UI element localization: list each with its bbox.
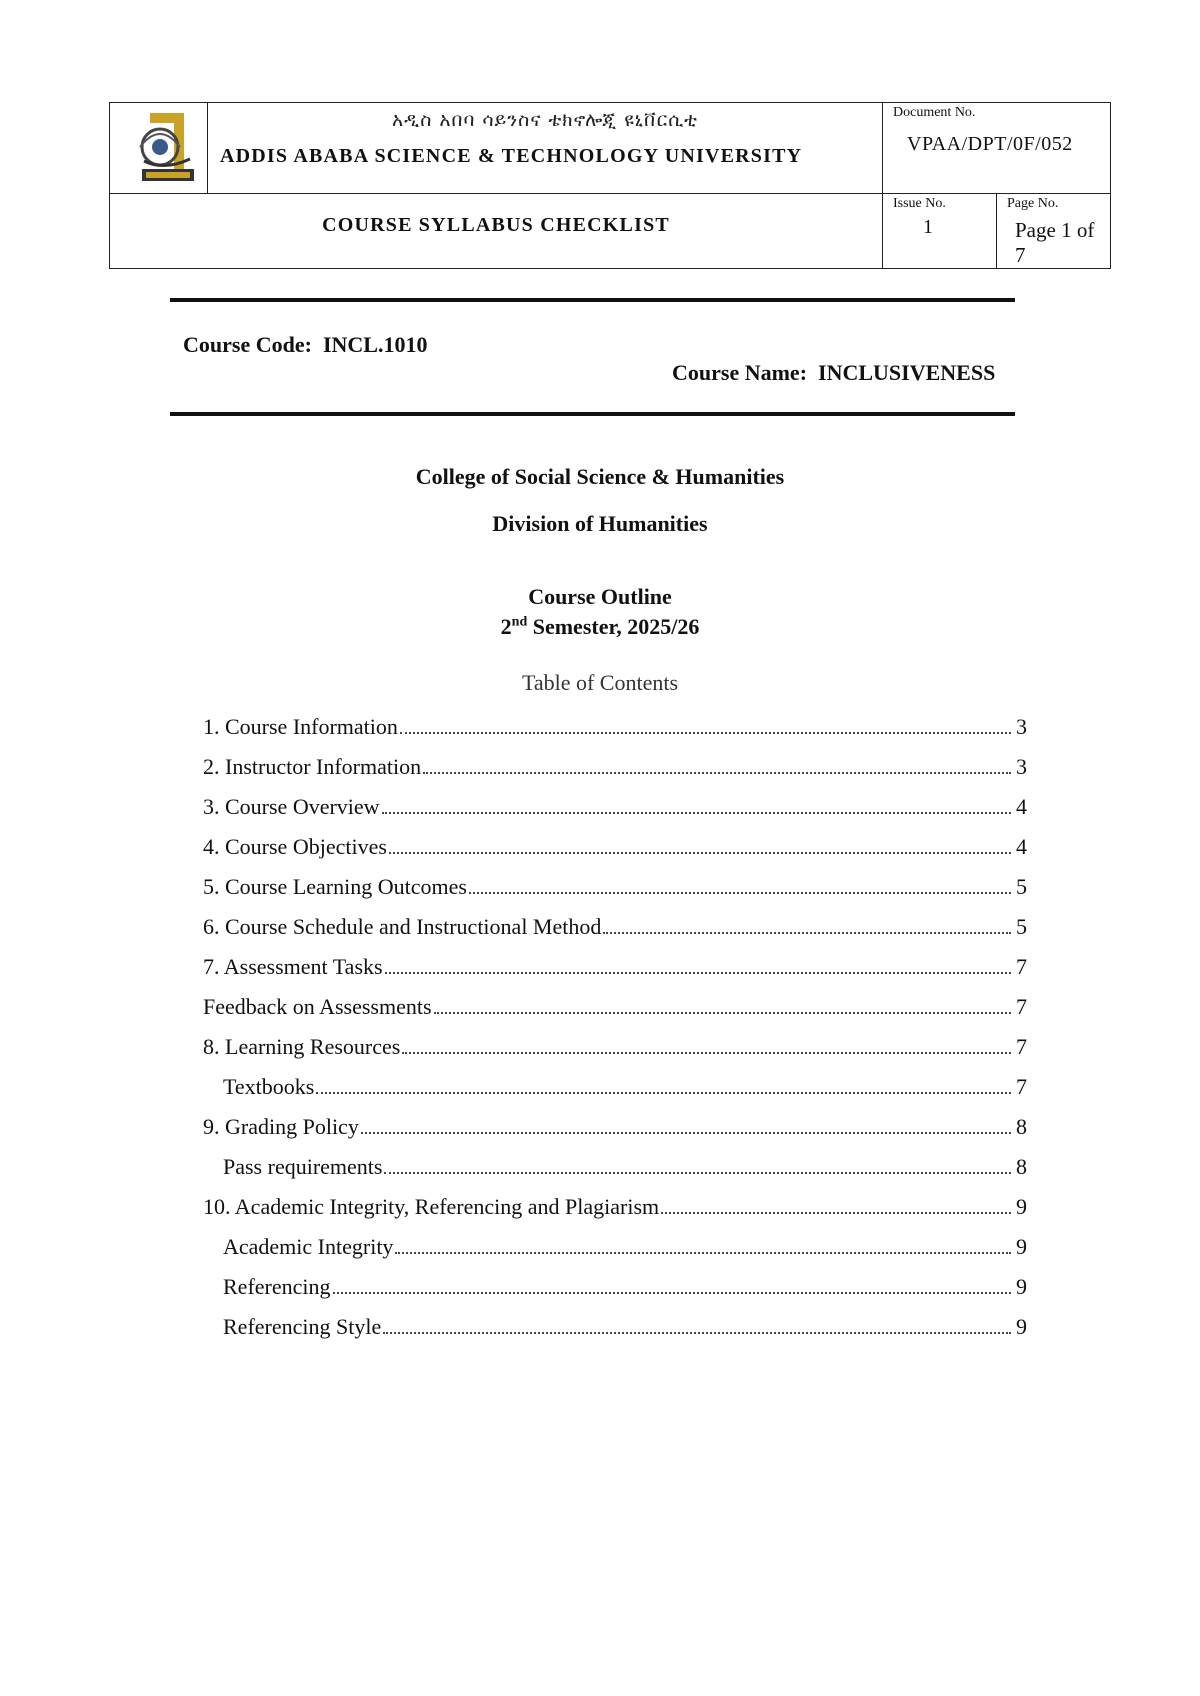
toc-entry-label: 9. Grading Policy	[203, 1114, 359, 1139]
semester-text: Semester, 2025/26	[527, 614, 700, 639]
toc-entry-label: 3. Course Overview	[203, 794, 380, 819]
toc-entry-page: 7	[1016, 954, 1027, 979]
toc-entry[interactable]	[203, 900, 1027, 940]
toc-leader-dots	[395, 1252, 1011, 1254]
toc-entry-label: 2. Instructor Information	[203, 754, 422, 779]
course-name	[672, 360, 995, 386]
university-name-amharic: አዲስ አበባ ሳይንስና ቴክኖሎጂ ዩኒቨርሲቲ	[392, 109, 698, 131]
course-outline-title: Course Outline	[528, 584, 672, 609]
toc-entry-page: 3	[1016, 714, 1027, 739]
toc-entry-page: 3	[1016, 754, 1027, 779]
toc-entry[interactable]	[203, 1180, 1027, 1220]
toc-entry[interactable]	[203, 1220, 1027, 1260]
document-title: COURSE SYLLABUS CHECKLIST	[322, 214, 670, 236]
toc-entry[interactable]	[203, 940, 1027, 980]
toc-leader-dots	[385, 972, 1011, 974]
toc-leader-dots	[361, 1132, 1011, 1134]
toc-title: Table of Contents	[521, 670, 679, 695]
document-number-cell	[883, 103, 1111, 194]
document-number-label: Document No.	[893, 105, 976, 120]
toc-entry-label: 7. Assessment Tasks	[203, 954, 383, 979]
toc-entry-page: 8	[1016, 1154, 1027, 1179]
university-cell	[208, 103, 883, 194]
title-cell	[110, 194, 883, 269]
university-logo-icon	[134, 111, 200, 189]
division-name: Division of Humanities	[492, 511, 708, 536]
toc-entry-page: 9	[1016, 1314, 1027, 1339]
document-number: VPAA/DPT/0F/052	[907, 133, 1073, 155]
toc-leader-dots	[384, 1172, 1011, 1174]
toc-entry[interactable]	[203, 700, 1027, 740]
course-name-label: Course Name:	[672, 360, 808, 385]
university-name: ADDIS ABABA SCIENCE & TECHNOLOGY UNIVERSITY	[220, 145, 803, 167]
toc-entry-page: 8	[1016, 1114, 1027, 1139]
toc-entry-page: 7	[1016, 1034, 1027, 1059]
toc-entry[interactable]	[203, 780, 1027, 820]
semester-number: 2	[500, 614, 512, 639]
issue-number: 1	[923, 216, 933, 238]
page-number-cell	[997, 194, 1111, 269]
toc-entry-page: 5	[1016, 914, 1027, 939]
document-header	[109, 102, 1111, 269]
course-code-label: Course Code:	[183, 332, 312, 357]
toc-entry-label: 10. Academic Integrity, Referencing and Plagiarism	[203, 1194, 660, 1219]
toc-entry-page: 4	[1016, 794, 1027, 819]
toc-entry-page: 9	[1016, 1274, 1027, 1299]
issue-number-label: Issue No.	[893, 196, 946, 211]
toc-entry[interactable]	[203, 1100, 1027, 1140]
toc-entry-page: 9	[1016, 1234, 1027, 1259]
toc-leader-dots	[603, 932, 1011, 934]
toc-entry[interactable]	[203, 1140, 1027, 1180]
toc-entry-label: 1. Course Information	[203, 714, 398, 739]
toc-entry-label: Academic Integrity	[223, 1234, 394, 1259]
toc-entry[interactable]	[203, 1060, 1027, 1100]
logo-cell	[110, 103, 208, 194]
toc-leader-dots	[400, 732, 1011, 734]
issue-number-cell	[883, 194, 997, 269]
toc-leader-dots	[402, 1052, 1011, 1054]
toc-entry-page: 9	[1016, 1194, 1027, 1219]
college-name: College of Social Science & Humanities	[415, 464, 785, 489]
toc-entry-label: 4. Course Objectives	[203, 834, 387, 859]
toc-entry[interactable]	[203, 1300, 1027, 1340]
toc-entry-label: Pass requirements	[223, 1154, 383, 1179]
toc-entry[interactable]	[203, 820, 1027, 860]
toc-entry-page: 5	[1016, 874, 1027, 899]
course-code	[183, 332, 427, 358]
semester	[0, 614, 1200, 640]
toc-leader-dots	[316, 1092, 1011, 1094]
toc-leader-dots	[382, 812, 1011, 814]
toc-entry[interactable]	[203, 1020, 1027, 1060]
toc-entry-page: 7	[1016, 1074, 1027, 1099]
toc-entry-label: Textbooks	[223, 1074, 315, 1099]
toc-entry-label: Feedback on Assessments	[203, 994, 432, 1019]
semester-suffix: nd	[511, 614, 528, 630]
table-of-contents	[203, 700, 1027, 1340]
toc-entry[interactable]	[203, 860, 1027, 900]
bottom-rule	[170, 412, 1015, 416]
course-name-value: INCLUSIVENESS	[818, 360, 996, 385]
toc-entry-page: 4	[1016, 834, 1027, 859]
toc-entry[interactable]	[203, 980, 1027, 1020]
toc-leader-dots	[434, 1012, 1011, 1014]
toc-entry-label: Referencing	[223, 1274, 331, 1299]
course-code-value: INCL.1010	[322, 332, 428, 357]
toc-leader-dots	[383, 1332, 1011, 1334]
top-rule	[170, 298, 1015, 302]
toc-leader-dots	[389, 852, 1011, 854]
toc-entry[interactable]	[203, 740, 1027, 780]
page-number-label: Page No.	[1007, 196, 1059, 211]
toc-entry-label: 6. Course Schedule and Instructional Method	[203, 914, 602, 939]
toc-leader-dots	[661, 1212, 1011, 1214]
toc-entry-label: Referencing Style	[223, 1314, 382, 1339]
toc-entry-label: 5. Course Learning Outcomes	[203, 874, 467, 899]
toc-entry-page: 7	[1016, 994, 1027, 1019]
toc-entry[interactable]	[203, 1260, 1027, 1300]
toc-leader-dots	[423, 772, 1011, 774]
toc-entry-label: 8. Learning Resources	[203, 1034, 401, 1059]
toc-leader-dots	[333, 1292, 1012, 1294]
toc-leader-dots	[469, 892, 1011, 894]
page-number: Page 1 of 7	[1015, 218, 1095, 267]
